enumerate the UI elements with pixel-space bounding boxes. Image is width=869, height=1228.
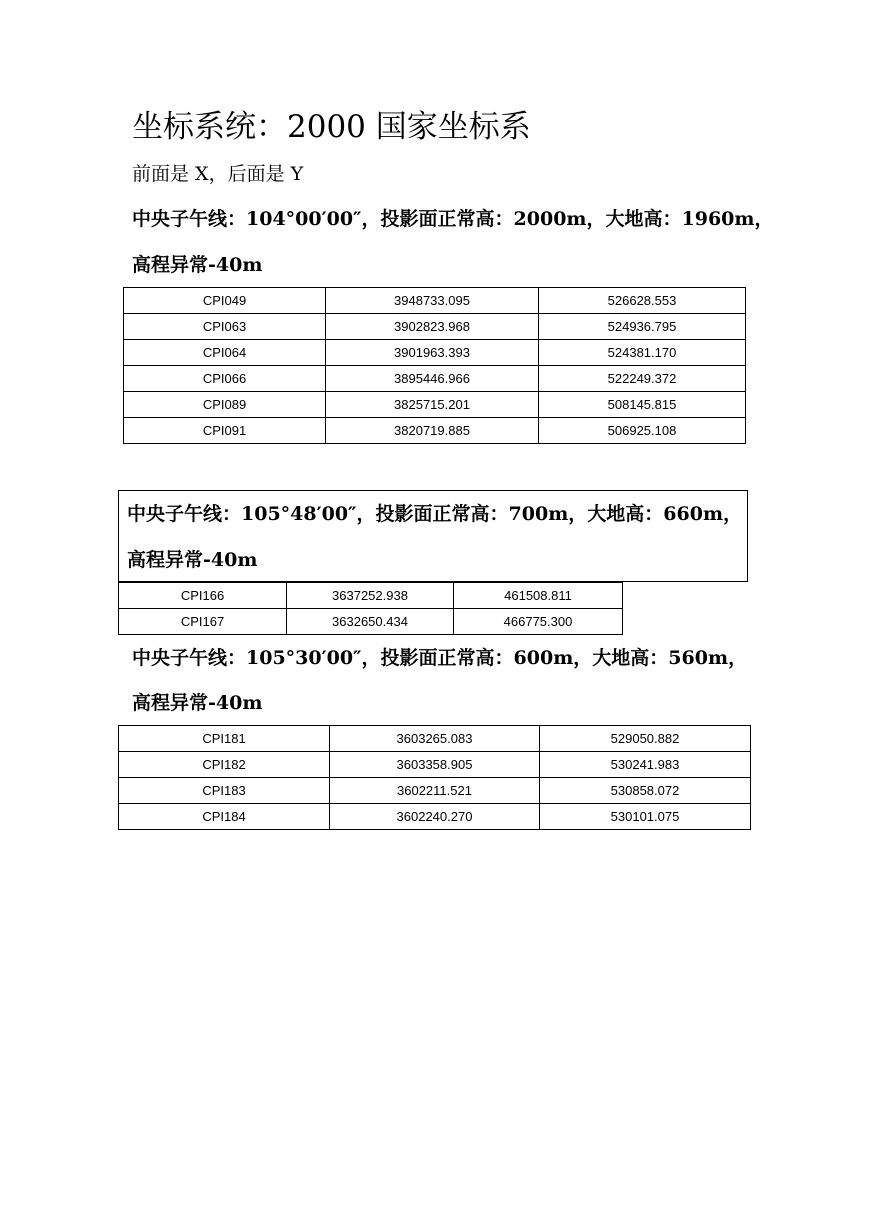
- y-coordinate-cell: 524936.795: [539, 314, 746, 340]
- y-coordinate-cell: 461508.811: [454, 583, 623, 609]
- section3-table: [118, 725, 751, 830]
- section3-elevation-anomaly: 高程异常-40m: [132, 692, 263, 714]
- table-row: [124, 288, 746, 314]
- y-coordinate-cell: 524381.170: [539, 340, 746, 366]
- point-id-cell: CPI066: [124, 366, 326, 392]
- table-row: [119, 726, 751, 752]
- x-coordinate-cell: 3948733.095: [326, 288, 539, 314]
- table-row: [124, 340, 746, 366]
- x-coordinate-cell: 3637252.938: [287, 583, 454, 609]
- x-coordinate-cell: 3603265.083: [330, 726, 540, 752]
- point-id-cell: CPI064: [124, 340, 326, 366]
- point-id-cell: CPI091: [124, 418, 326, 444]
- table-row: [124, 392, 746, 418]
- section2-meridian-line: 中央子午线：105°48′00″，投影面正常高：700m，大地高：660m，: [127, 503, 743, 525]
- x-coordinate-cell: 3820719.885: [326, 418, 539, 444]
- section1-meridian-line: 中央子午线：104°00′00″，投影面正常高：2000m，大地高：1960m，: [132, 208, 774, 230]
- section2-elevation-anomaly: 高程异常-40m: [127, 549, 258, 571]
- section1-table: [123, 287, 746, 444]
- coordinate-order-note: 前面是 X，后面是 Y: [132, 163, 304, 185]
- point-id-cell: CPI089: [124, 392, 326, 418]
- section1-elevation-anomaly: 高程异常-40m: [132, 254, 263, 276]
- table-row: [124, 314, 746, 340]
- point-id-cell: CPI049: [124, 288, 326, 314]
- point-id-cell: CPI166: [119, 583, 287, 609]
- table-row: [119, 778, 751, 804]
- point-id-cell: CPI181: [119, 726, 330, 752]
- table-row: [119, 609, 623, 635]
- x-coordinate-cell: 3895446.966: [326, 366, 539, 392]
- table-row: [124, 418, 746, 444]
- table-row: [124, 366, 746, 392]
- x-coordinate-cell: 3901963.393: [326, 340, 539, 366]
- y-coordinate-cell: 530241.983: [540, 752, 751, 778]
- x-coordinate-cell: 3825715.201: [326, 392, 539, 418]
- x-coordinate-cell: 3602211.521: [330, 778, 540, 804]
- y-coordinate-cell: 530858.072: [540, 778, 751, 804]
- x-coordinate-cell: 3632650.434: [287, 609, 454, 635]
- y-coordinate-cell: 529050.882: [540, 726, 751, 752]
- y-coordinate-cell: 508145.815: [539, 392, 746, 418]
- table-row: [119, 752, 751, 778]
- y-coordinate-cell: 526628.553: [539, 288, 746, 314]
- y-coordinate-cell: 466775.300: [454, 609, 623, 635]
- point-id-cell: CPI182: [119, 752, 330, 778]
- section3-meridian-line: 中央子午线：105°30′00″，投影面正常高：600m，大地高：560m，: [132, 647, 748, 669]
- x-coordinate-cell: 3603358.905: [330, 752, 540, 778]
- table-row: [119, 804, 751, 830]
- y-coordinate-cell: 522249.372: [539, 366, 746, 392]
- x-coordinate-cell: 3602240.270: [330, 804, 540, 830]
- table-row: [119, 583, 623, 609]
- point-id-cell: CPI063: [124, 314, 326, 340]
- point-id-cell: CPI167: [119, 609, 287, 635]
- section2-table: [118, 582, 623, 635]
- point-id-cell: CPI183: [119, 778, 330, 804]
- y-coordinate-cell: 530101.075: [540, 804, 751, 830]
- point-id-cell: CPI184: [119, 804, 330, 830]
- y-coordinate-cell: 506925.108: [539, 418, 746, 444]
- x-coordinate-cell: 3902823.968: [326, 314, 539, 340]
- page-title: 坐标系统：2000 国家坐标系: [132, 109, 531, 145]
